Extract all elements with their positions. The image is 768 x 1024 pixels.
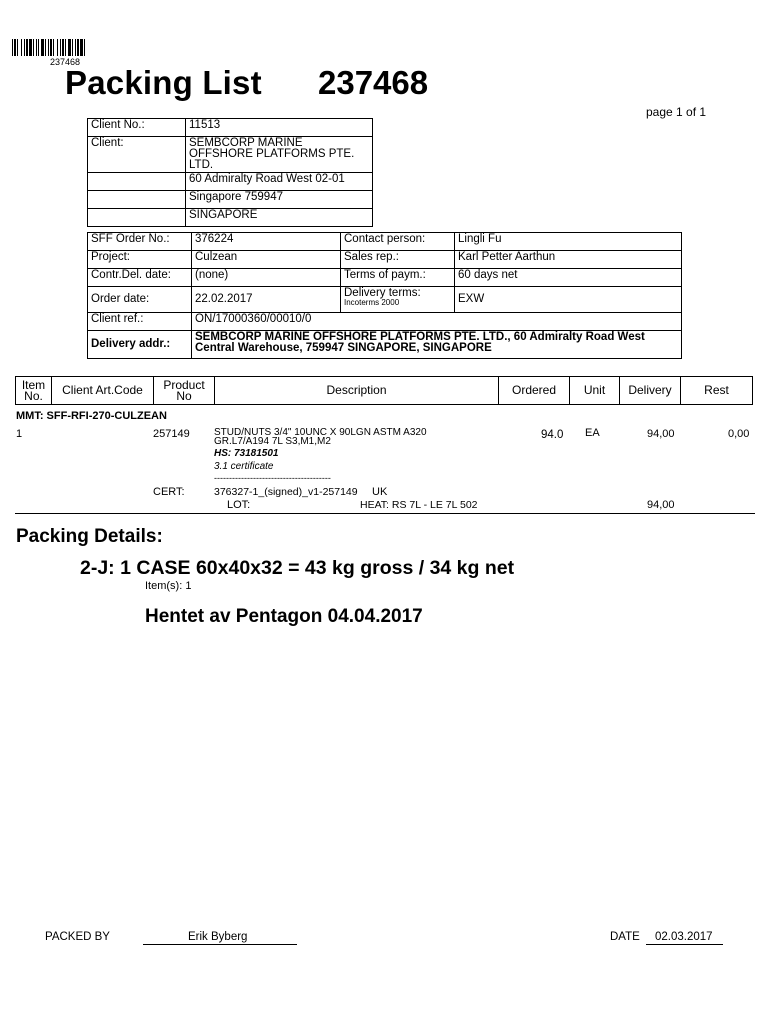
- lot-delivery: 94,00: [647, 499, 675, 511]
- order-date-value: 22.02.2017: [192, 287, 341, 313]
- order-table: [87, 232, 682, 359]
- packing-note: Hentet av Pentagon 04.04.2017: [145, 606, 423, 627]
- sales-rep-value: Karl Petter Aarthun: [455, 251, 682, 269]
- col-client-art-code: Client Art.Code: [52, 377, 154, 404]
- order-date-label: Order date:: [88, 287, 192, 313]
- cert-origin: UK: [372, 486, 388, 498]
- packed-by-label: PACKED BY: [45, 931, 110, 943]
- delivery-terms-label: Delivery terms:: [344, 287, 421, 299]
- items-header: [15, 376, 753, 405]
- col-ordered: Ordered: [499, 377, 570, 404]
- contact-label: Contact person:: [341, 233, 455, 251]
- order-no-value: 376224: [192, 233, 341, 251]
- line-ordered: 94.0: [541, 429, 564, 441]
- line-rest: 0,00: [728, 428, 750, 440]
- delivery-addr-line-1: SEMBCORP MARINE OFFSHORE PLATFORMS PTE. LTD., 60 Admiralty Road West: [195, 331, 645, 343]
- delivery-terms-value: EXW: [455, 287, 682, 313]
- line-hs-code: HS: 73181501: [214, 448, 279, 459]
- contr-del-value: (none): [192, 269, 341, 287]
- items-bottom-rule: [15, 513, 755, 514]
- mmt-line: MMT: SFF-RFI-270-CULZEAN: [16, 410, 167, 422]
- date-value: 02.03.2017: [655, 931, 713, 943]
- terms-label: Terms of paym.:: [341, 269, 455, 287]
- line-desc-1: STUD/NUTS 3/4" 10UNC X 90LGN ASTM A320: [214, 427, 427, 438]
- client-label: Client:: [88, 137, 186, 173]
- barcode-number: 237468: [50, 57, 81, 67]
- line-unit: EA: [585, 427, 600, 439]
- cert-value: 376327-1_(signed)_v1-257149: [214, 486, 358, 498]
- incoterms-label: Incoterms 2000: [344, 298, 400, 307]
- project-value: Culzean: [192, 251, 341, 269]
- order-no-label: SFF Order No.:: [88, 233, 192, 251]
- client-no-value: 11513: [186, 119, 373, 137]
- terms-value: 60 days net: [455, 269, 682, 287]
- col-description: Description: [215, 377, 499, 404]
- col-item-no: Item No.: [16, 377, 52, 404]
- delivery-terms-cell: [341, 287, 455, 313]
- client-name: SEMBCORP MARINE OFFSHORE PLATFORMS PTE. LTD.: [186, 137, 373, 173]
- packed-by-underline: [143, 944, 297, 945]
- project-label: Project:: [88, 251, 192, 269]
- date-label: DATE: [610, 931, 640, 943]
- cert-label: CERT:: [153, 486, 185, 498]
- line-delivery: 94,00: [647, 428, 675, 440]
- heat-value: HEAT: RS 7L - LE 7L 502: [360, 499, 478, 511]
- line-desc-2: GR.L7/A194 7L S3,M1,M2: [214, 436, 331, 447]
- client-address-2: Singapore 759947: [186, 191, 373, 209]
- client-ref-label: Client ref.:: [88, 313, 192, 331]
- page-indicator: page 1 of 1: [646, 105, 707, 119]
- client-table: [87, 118, 373, 227]
- line-dashes: ---------------------------------------: [214, 473, 331, 483]
- col-unit: Unit: [570, 377, 620, 404]
- line-cert-note: 3.1 certificate: [214, 461, 274, 472]
- delivery-addr-line-2: Central Warehouse, 759947 SINGAPORE, SINGAPORE: [195, 342, 492, 354]
- packing-items: Item(s): 1: [145, 580, 192, 592]
- contr-del-label: Contr.Del. date:: [88, 269, 192, 287]
- date-underline: [646, 944, 723, 945]
- contact-value: Lingli Fu: [455, 233, 682, 251]
- line-product-no: 257149: [153, 428, 190, 440]
- lot-label: LOT:: [227, 499, 251, 511]
- client-ref-value: ON/17000360/00010/0: [192, 313, 682, 331]
- client-address-1: 60 Admiralty Road West 02-01: [186, 173, 373, 191]
- document-number: 237468: [318, 64, 429, 101]
- sales-rep-label: Sales rep.:: [341, 251, 455, 269]
- client-country: SINGAPORE: [186, 209, 373, 227]
- packed-by-value: Erik Byberg: [188, 931, 248, 943]
- delivery-addr-value: [192, 331, 682, 359]
- barcode: [12, 39, 120, 56]
- col-rest: Rest: [704, 383, 729, 397]
- delivery-addr-label: Delivery addr.:: [88, 331, 192, 359]
- document-title: Packing List: [65, 64, 262, 101]
- client-no-label: Client No.:: [88, 119, 186, 137]
- line-item-no: 1: [16, 428, 23, 440]
- col-delivery: Delivery: [620, 377, 681, 404]
- packing-case: 2-J: 1 CASE 60x40x32 = 43 kg gross / 34 kg net: [80, 557, 515, 579]
- packing-details-title: Packing Details:: [16, 526, 163, 547]
- col-product-no: Product No: [154, 377, 215, 404]
